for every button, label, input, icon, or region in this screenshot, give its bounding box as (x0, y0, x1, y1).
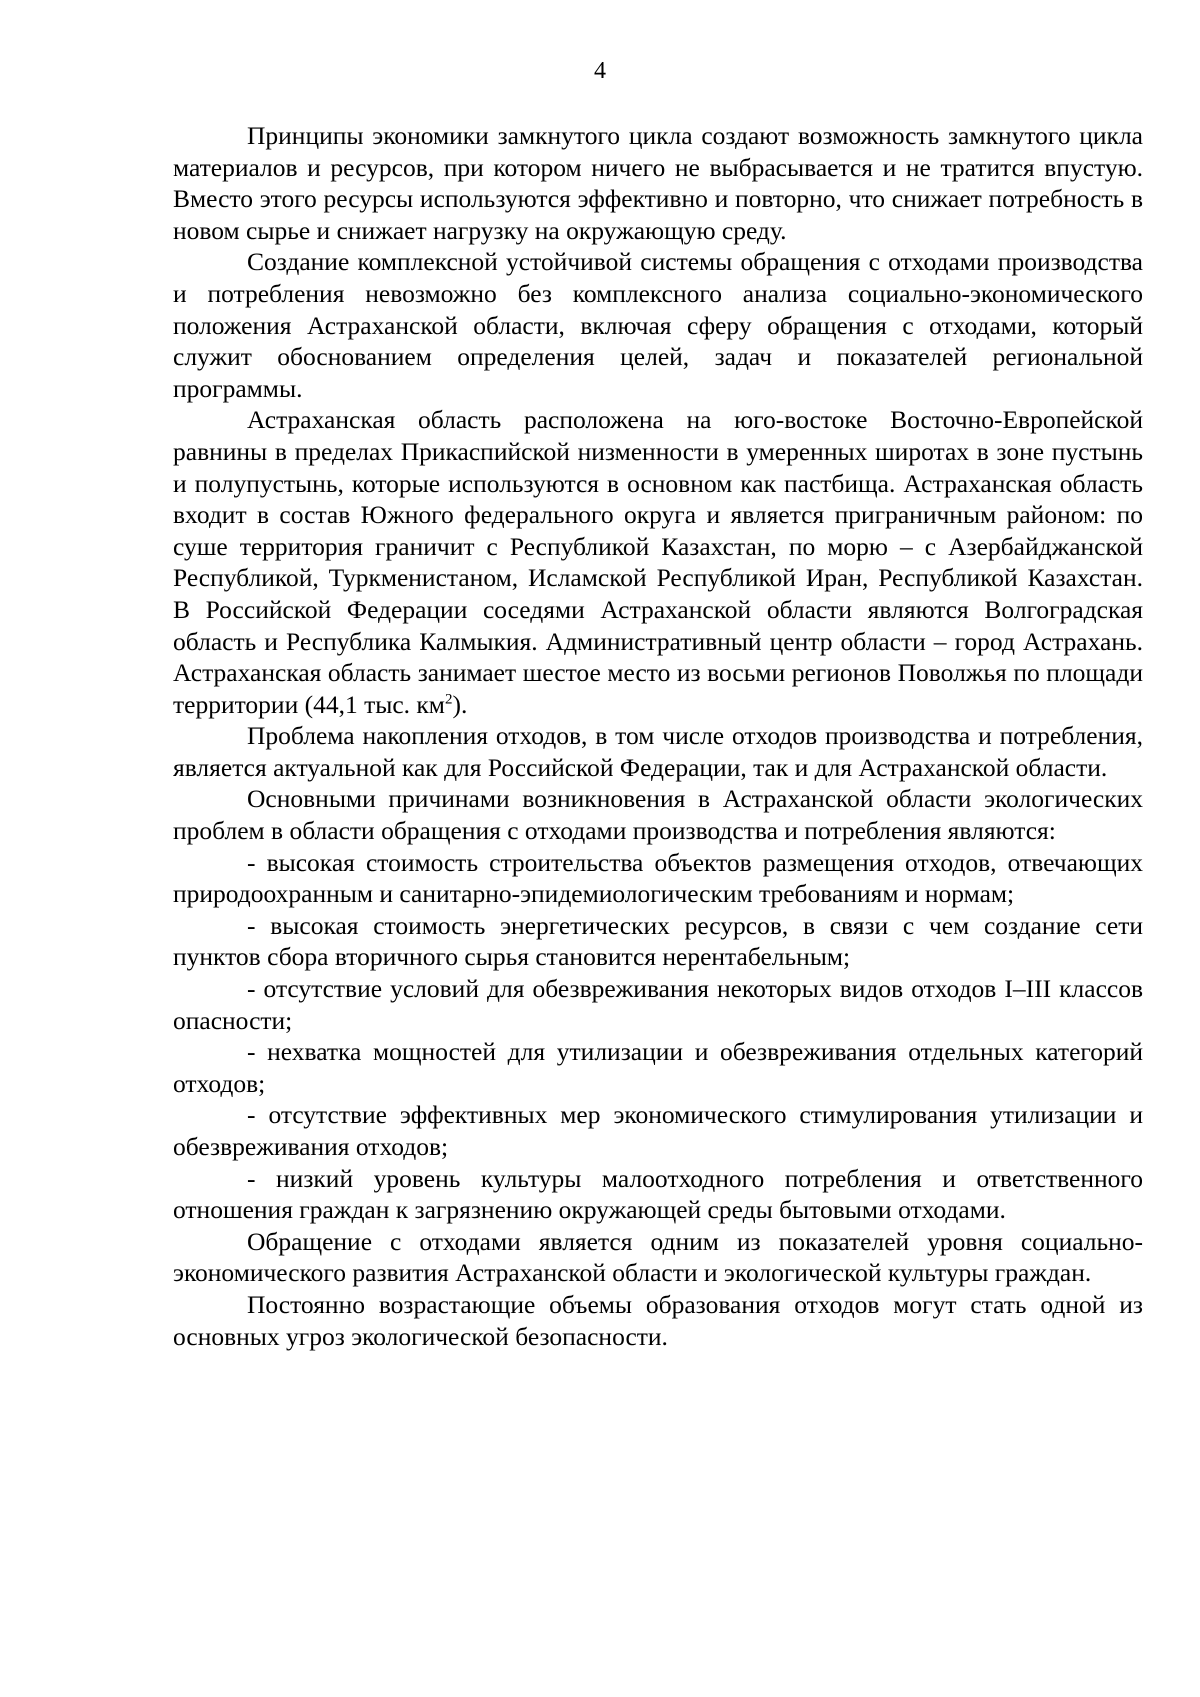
paragraph-region-geography (173, 404, 1143, 720)
list-item-capacity-shortage: - нехватка мощностей для утилизации и обезвреживания отдельных категорий отходов; (173, 1037, 1143, 1098)
page-number: 4 (594, 58, 606, 84)
paragraph-development-indicator: Обращение с отходами является одним из показателей уровня социально-экономического развития Астраханской области и экологической культуры граждан. (173, 1226, 1143, 1288)
paragraph-causes-intro: Основными причинами возникновения в Астраханской области экологических проблем в области обращения с отходами производства и потребления являются: (173, 784, 1143, 846)
area-superscript: 2 (444, 691, 453, 708)
paragraph-security-threat: Постоянно возрастающие объемы образования отходов могут стать одной из основных угроз экологической безопасности. (173, 1289, 1143, 1351)
area-suffix: ). (452, 689, 468, 719)
list-item-no-neutralization: - отсутствие условий для обезвреживания некоторых видов отходов I–III классов опасности; (173, 974, 1143, 1035)
paragraph-circular-economy: Принципы экономики замкнутого цикла создают возможность замкнутого цикла материалов и ресурсов, при котором ничего не выбрасывается и не тратится впустую. Вместо этого ресурсы используются эффективно и повторно, что снижает потребность в новом сырье и снижает нагрузку на окружающую среду. (173, 121, 1143, 245)
list-item-low-culture: - низкий уровень культуры малоотходного потребления и ответственного отношения граждан к загрязнению окружающей среды бытовыми отходами. (173, 1163, 1143, 1225)
region-geography-text: Астраханская область расположена на юго-востоке Восточно-Европейской равнины в пределах Прикаспийской низменности в умеренных широтах в зоне пустынь и полупустынь, которые используются в основном как пастбища. Астраханская область входит в состав Южного федерального округа и является приграничным районом: по суше территория граничит с Республикой Казахстан, по морю – с Азербайджанской Республикой, Туркменистаном, Исламской Республикой Иран, Республикой Казахстан. В Российской Федерации соседями Астраханской области являются Волгоградская область и Республика Калмыкия. Административный центр области – город Астрахань. Астраханская область занимает шестое место из восьми регионов Поволжья по площади территории (44,1 тыс. км (173, 405, 1143, 719)
body-text (173, 120, 1143, 1352)
paragraph-waste-problem: Проблема накопления отходов, в том числе отходов производства и потребления, является актуальной как для Российской Федерации, так и для Астраханской области. (173, 721, 1143, 782)
list-item-energy-cost: - высокая стоимость энергетических ресурсов, в связи с чем создание сети пунктов сбора вторичного сырья становится нерентабельным; (173, 910, 1143, 972)
list-item-construction-cost: - высокая стоимость строительства объектов размещения отходов, отвечающих природоохранным и санитарно-эпидемиологическим требованиям и нормам; (173, 847, 1143, 909)
list-item-no-incentives: - отсутствие эффективных мер экономического стимулирования утилизации и обезвреживания отходов; (173, 1100, 1143, 1161)
paragraph-system-creation: Создание комплексной устойчивой системы обращения с отходами производства и потребления невозможно без комплексного анализа социально-экономического положения Астраханской области, включая сферу обращения с отходами, который служит обоснованием определения целей, задач и показателей региональной программы. (173, 247, 1143, 403)
